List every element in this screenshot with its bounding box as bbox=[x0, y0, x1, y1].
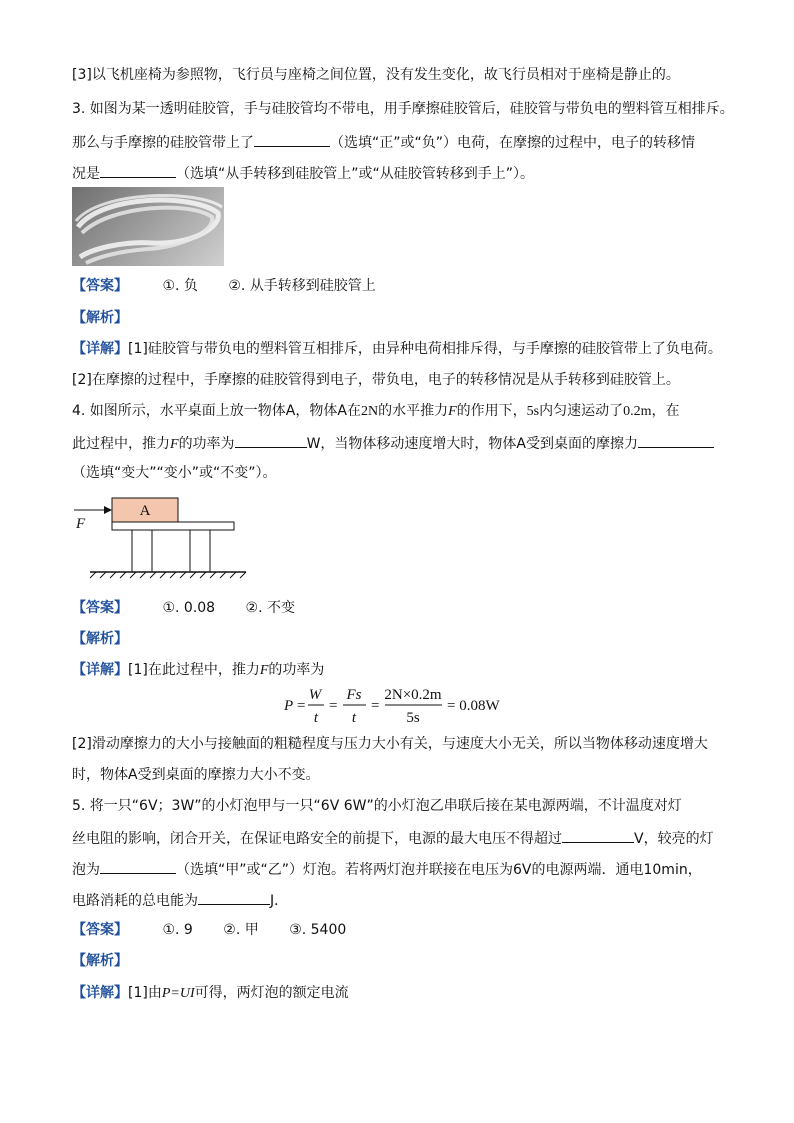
force-arrow-head bbox=[104, 506, 112, 514]
answer-row-q4 bbox=[72, 599, 295, 617]
question-5-line-3: 泡为 （选填“甲”或“乙”）灯泡。若将两灯泡并联接在电压为6V的电源两端．通电10min， bbox=[72, 859, 702, 879]
answer-item: ②. 不变 bbox=[245, 600, 295, 616]
svg-text:2N×0.2m: 2N×0.2m bbox=[384, 687, 442, 703]
answer-item: ①. 负 bbox=[162, 278, 198, 294]
svg-text:=: = bbox=[297, 698, 306, 714]
block-on-table-diagram bbox=[70, 494, 250, 580]
force-label: F bbox=[76, 516, 86, 532]
detail-line: 【详解】[1]硅胶管与带负电的塑料管互相排斥，由异种电荷相排斥得，与手摩擦的硅胶管带上了负电荷。 bbox=[72, 341, 722, 357]
question-5-line-2: 丝电阻的影响，闭合开关，在保证电路安全的前提下，电源的最大电压不得超过 V，较亮的灯 bbox=[72, 828, 714, 848]
blank bbox=[638, 433, 714, 448]
blank bbox=[100, 859, 176, 874]
answer-row-q3 bbox=[72, 277, 376, 295]
question-5-stem: 5. 将一只“6V；3W”的小灯泡甲与一只“6V 6W”的小灯泡乙串联后接在某电源两端，不计温度对灯 bbox=[72, 798, 682, 814]
svg-text:Fs: Fs bbox=[346, 687, 362, 703]
question-3-line-3: 况是 （选填“从手转移到硅胶管上”或“从硅胶管转移到手上”）。 bbox=[72, 163, 534, 183]
blank bbox=[235, 433, 307, 448]
answer-row-q5 bbox=[72, 921, 346, 939]
detail-line: 【详解】[1]在此过程中，推力F的功率为 bbox=[72, 662, 325, 678]
analysis-heading: 【解析】 bbox=[72, 310, 128, 326]
detail-line: [2]滑动摩擦力的大小与接触面的粗糙程度与压力大小有关，与速度大小无关，所以当物体移动速度增大 bbox=[72, 736, 708, 752]
question-5-line-4: 电路消耗的总电能为 J． bbox=[72, 890, 288, 910]
answer-item: ②. 甲 bbox=[223, 922, 259, 938]
analysis-heading: 【解析】 bbox=[72, 953, 128, 969]
answer-item: ③. 5400 bbox=[289, 922, 347, 938]
blank bbox=[254, 132, 330, 147]
detail-line: 时，物体A受到桌面的摩擦力大小不变。 bbox=[72, 767, 320, 783]
question-4-line-2: 此过程中，推力F的功率为 W，当物体移动速度增大时，物体A受到桌面的摩擦力 bbox=[72, 433, 714, 454]
blank bbox=[562, 828, 634, 843]
answer-item: ①. 9 bbox=[162, 922, 193, 938]
question-4-line-3: （选填“变大”“变小”或“不变”）。 bbox=[72, 465, 277, 481]
svg-text:=: = bbox=[329, 698, 338, 714]
svg-text:t: t bbox=[351, 710, 357, 726]
answer-item: ①. 0.08 bbox=[162, 600, 216, 616]
blank bbox=[198, 890, 270, 905]
detail-line: [2]在摩擦的过程中，手摩擦的硅胶管得到电子，带负电，电子的转移情况是从手转移到硅胶管上。 bbox=[72, 372, 680, 388]
question-3-line-2: 那么与手摩擦的硅胶管带上了 （选填“正”或“负”）电荷，在摩擦的过程中，电子的转移情 bbox=[72, 132, 695, 152]
tabletop bbox=[112, 522, 234, 530]
answer-label: 【答案】 bbox=[72, 600, 128, 616]
block-a-label: A bbox=[139, 503, 151, 519]
svg-text:= 0.08W: = 0.08W bbox=[447, 698, 500, 714]
blank bbox=[100, 163, 176, 178]
question-3-stem: 3. 如图为某一透明硅胶管，手与硅胶管均不带电，用手摩擦硅胶管后，硅胶管与带负电的塑料管互相排斥。 bbox=[72, 101, 734, 117]
ground-hatching bbox=[90, 572, 246, 578]
detail-line: 【详解】[1]由P=UI可得，两灯泡的额定电流 bbox=[72, 985, 349, 1001]
power-formula bbox=[284, 684, 524, 728]
text-line: [3]以飞机座椅为参照物，飞行员与座椅之间位置，没有发生变化，故飞行员相对于座椅是静止的。 bbox=[72, 67, 680, 83]
svg-text:W: W bbox=[308, 687, 322, 703]
answer-label: 【答案】 bbox=[72, 278, 128, 294]
analysis-heading: 【解析】 bbox=[72, 631, 128, 647]
answer-item: ②. 从手转移到硅胶管上 bbox=[228, 278, 376, 294]
svg-text:P: P bbox=[284, 698, 294, 714]
silicone-tube-photo bbox=[72, 187, 224, 266]
question-4-stem: 4. 如图所示，水平桌面上放一物体A，物体A在2N的水平推力F的作用下，5s内匀速运动了0.2m，在 bbox=[72, 403, 680, 419]
answer-label: 【答案】 bbox=[72, 922, 128, 938]
svg-text:t: t bbox=[313, 710, 319, 726]
svg-text:=: = bbox=[371, 698, 380, 714]
svg-text:5s: 5s bbox=[406, 710, 420, 726]
